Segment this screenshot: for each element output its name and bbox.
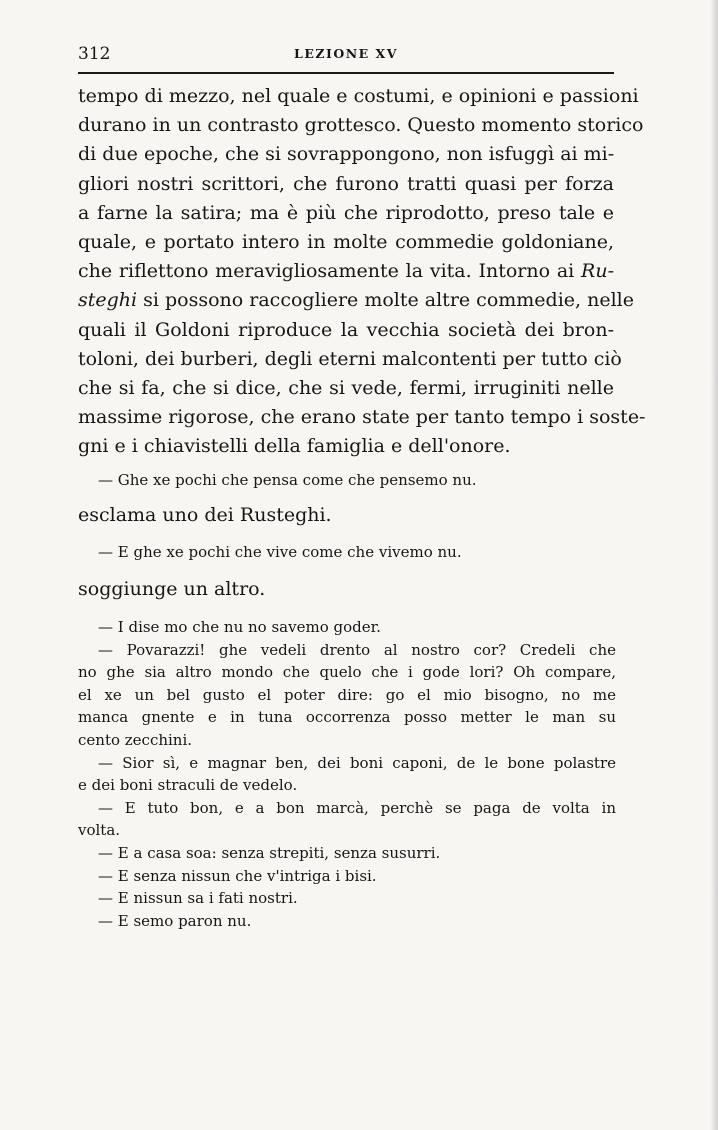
text-line: a farne la satira; ma è più che riprodotto, preso tale e: [78, 201, 614, 224]
narration-line: esclama uno dei Rusteghi.: [78, 504, 332, 526]
dialogue-line: volta.: [78, 821, 121, 840]
dialogue-line: — E a casa soa: senza strepiti, senza susurri.: [98, 843, 441, 862]
italic-title: steghi: [78, 289, 138, 312]
text-line: quale, e portato intero in molte commedie goldoniane,: [78, 230, 614, 253]
dialogue-line: — I dise mo che nu no savemo goder.: [98, 618, 381, 636]
quote-line: — E ghe xe pochi che vive come che vivemo nu.: [98, 543, 462, 561]
italic-title: Ru-: [581, 260, 614, 283]
quote-line: — Ghe xe pochi che pensa come che pensemo nu.: [98, 471, 477, 489]
text-line: gliori nostri scrittori, che furono tratti quasi per forza: [78, 172, 614, 195]
dialogue-line: e dei boni straculi de vedelo.: [78, 776, 298, 795]
header-rule: [78, 72, 614, 74]
text-line: tempo di mezzo, nel quale e costumi, e opinioni e passioni: [78, 85, 639, 107]
dialogue-block: [78, 616, 616, 932]
dialogue-line: — E nissun sa i fati nostri.: [98, 889, 298, 908]
text-line: toloni, dei burberi, degli eterni malcontenti per tutto ciò: [78, 347, 622, 370]
dialogue-line: el xe un bel gusto el poter dire: go el mio bisogno, no me: [78, 685, 616, 704]
text-line: quali il Goldoni riproduce la vecchia società dei bron-: [78, 318, 614, 341]
text-line: durano in un contrasto grottesco. Questo momento storico: [78, 114, 644, 137]
dialogue-line: no ghe sia altro mondo che quelo che i gode lori? Oh compare,: [78, 663, 616, 682]
text-segment: che riflettono meravigliosamente la vita. Intorno ai: [78, 260, 582, 283]
page-number: 312: [78, 44, 111, 64]
dialogue-line: — E senza nissun che v'intriga i bisi.: [98, 866, 377, 885]
text-segment: si possono raccogliere molte altre commedie, nelle: [137, 289, 634, 312]
dialogue-line: — E semo paron nu.: [98, 911, 252, 930]
dialogue-line: manca gnente e in tuna occorrenza posso metter le man su: [78, 708, 616, 727]
text-line: [78, 257, 614, 286]
narration-line: soggiunge un altro.: [78, 578, 266, 600]
dialogue-line: — Sior sì, e magnar ben, dei boni caponi, de le bone polastre: [98, 753, 616, 772]
main-paragraph: [78, 82, 646, 461]
page-edge-shadow: [710, 0, 718, 1130]
text-line: di due epoche, che si sovrappongono, non isfuggì ai mi-: [78, 143, 615, 166]
text-line: massime rigorose, che erano state per tanto tempo i soste-: [78, 406, 646, 429]
page-header: [78, 44, 614, 66]
dialogue-line: — E tuto bon, e a bon marcà, perchè se paga de volta in: [98, 798, 616, 817]
text-line: che si fa, che si dice, che si vede, fermi, irruginiti nelle: [78, 376, 614, 399]
dialogue-line: cento zecchini.: [78, 730, 193, 749]
text-line: gni e i chiavistelli della famiglia e dell'onore.: [78, 435, 511, 458]
running-head: LEZIONE XV: [294, 46, 398, 61]
text-line: [78, 286, 634, 315]
dialogue-line: — Povarazzi! ghe vedeli drento al nostro cor? Credeli che: [98, 640, 616, 659]
